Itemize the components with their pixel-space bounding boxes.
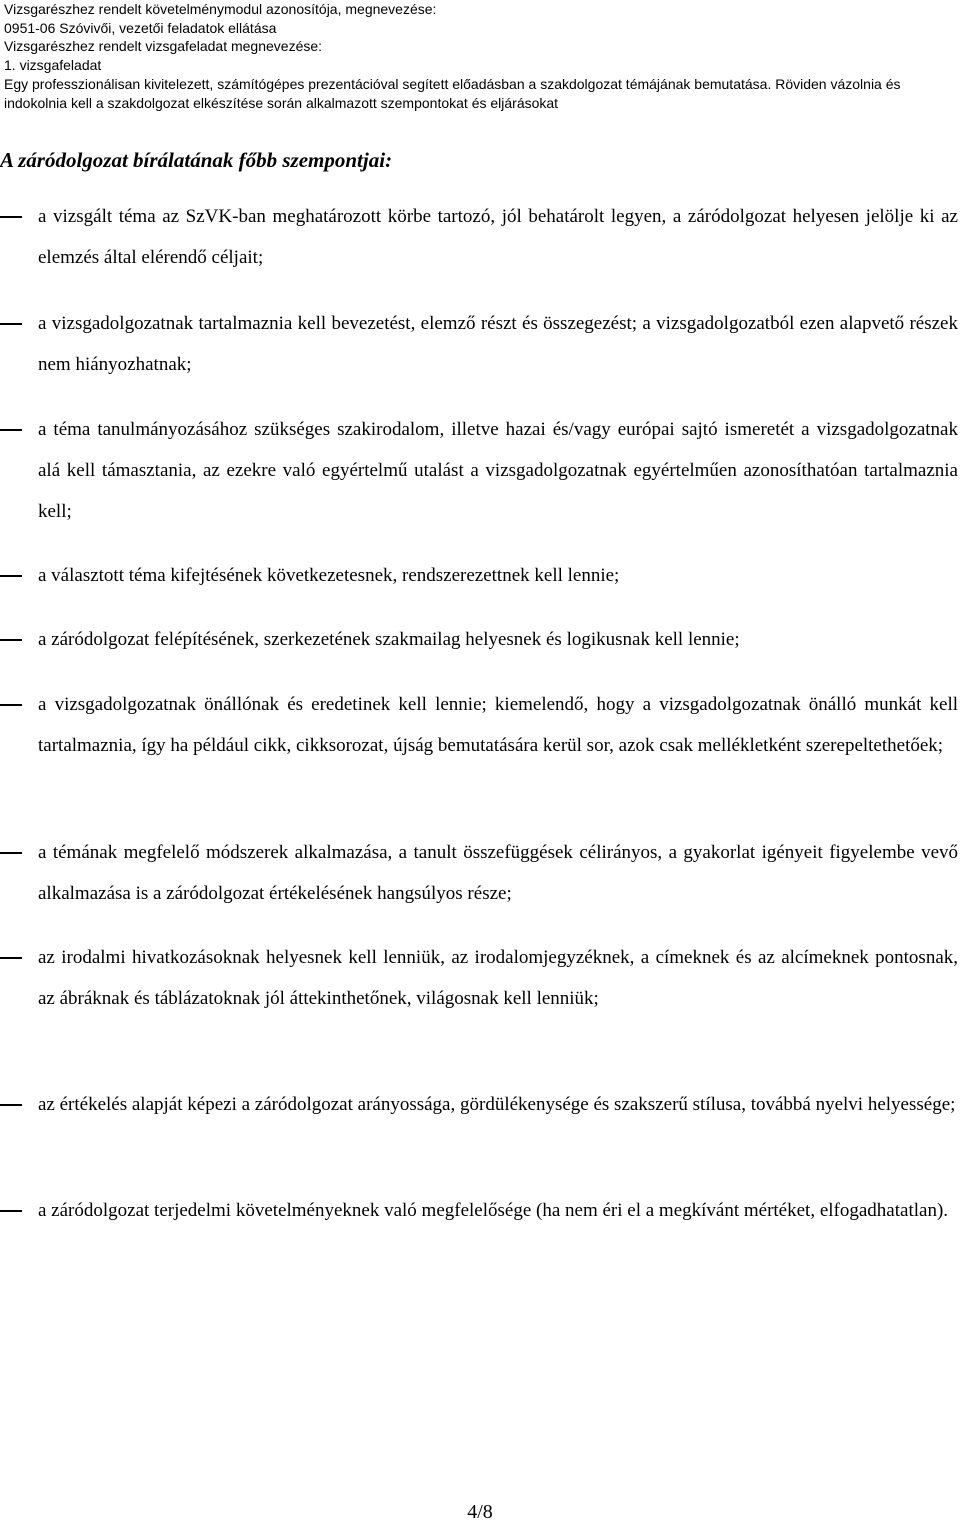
dash-bullet-icon (0, 852, 22, 854)
criterion-text: a záródolgozat felépítésének, szerkezetének szakmailag helyesnek és logikusnak kell lennie; (38, 629, 740, 650)
criterion-text: a vizsgadolgozatnak tartalmaznia kell bevezetést, elemző részt és összegezést; a vizsgadolgozatból ezen alapvető részek nem hiányozhatnak; (38, 313, 958, 375)
dash-bullet-icon (0, 1210, 22, 1212)
task-description: Egy professzionálisan kivitelezett, számítógépes prezentációval segített előadásban a szakdolgozat témájának bemutatása. Röviden vázolnia és indokolnia kell a szakdolgozat elkészítése során alkalmazott szempontokat és eljárásokat (4, 75, 901, 111)
dash-bullet-icon (0, 957, 22, 959)
criterion-text: a vizsgadolgozatnak önállónak és eredetinek kell lennie; kiemelendő, hogy a vizsgadolgozatnak önálló munkát kell tartalmaznia, így ha például cikk, cikksorozat, újság bemutatására kerül sor, azok csak mellékletként szerepeltethetőek; (38, 694, 958, 756)
task-label: Vizsgarészhez rendelt vizsgafeladat megnevezése: (4, 38, 323, 55)
page-number: 4/8 (467, 1501, 493, 1523)
criterion-text: a téma tanulmányozásához szükséges szakirodalom, illetve hazai és/vagy európai sajtó ismeretét a vizsgadolgozatnak alá kell támasztania, az ezekre való egyértelmű utalást a vizsgadolgozatnak egyértelműen azonosíthatóan tartalmaznia kell; (38, 419, 958, 522)
module-label: Vizsgarészhez rendelt követelménymodul azonosítója, megnevezése: (4, 1, 437, 17)
dash-bullet-icon (0, 1104, 22, 1106)
criterion-text: a témának megfelelő módszerek alkalmazása, a tanult összefüggések célirányos, a gyakorlat igényeit figyelembe vevő alkalmazása is a záródolgozat értékelésének hangsúlyos része; (38, 842, 958, 904)
criterion-text: a záródolgozat terjedelmi követelményeknek való megfelelősége (ha nem éri el a megkívánt mértéket, elfogadhatatlan). (38, 1200, 949, 1221)
document-header (4, 0, 956, 113)
dash-bullet-icon (0, 429, 22, 431)
dash-bullet-icon (0, 323, 22, 325)
criterion-text: az irodalmi hivatkozásoknak helyesnek kell lenniük, az irodalomjegyzéknek, a címeknek és az alcímeknek pontosnak, az ábráknak és táblázatoknak jól áttekinthetőnek, világosnak kell lenniük; (38, 947, 958, 1009)
dash-bullet-icon (0, 704, 22, 706)
criterion-text: a választott téma kifejtésének következetesnek, rendszerezettnek kell lennie; (38, 565, 620, 586)
dash-bullet-icon (0, 216, 22, 218)
module-name: 0951-06 Szóvivői, vezetői feladatok ellátása (4, 19, 277, 36)
dash-bullet-icon (0, 575, 22, 577)
task-number: 1. vizsgafeladat (4, 57, 102, 74)
criterion-text: a vizsgált téma az SzVK-ban meghatározott körbe tartozó, jól behatárolt legyen, a záródolgozat helyesen jelölje ki az elemzés által elérendő céljait; (38, 206, 958, 268)
criterion-text: az értékelés alapját képezi a záródolgozat arányossága, gördülékenysége és szakszerű stílusa, továbbá nyelvi helyessége; (38, 1094, 956, 1115)
section-title: A záródolgozat bírálatának főbb szempontjai: (0, 148, 393, 172)
dash-bullet-icon (0, 639, 22, 641)
